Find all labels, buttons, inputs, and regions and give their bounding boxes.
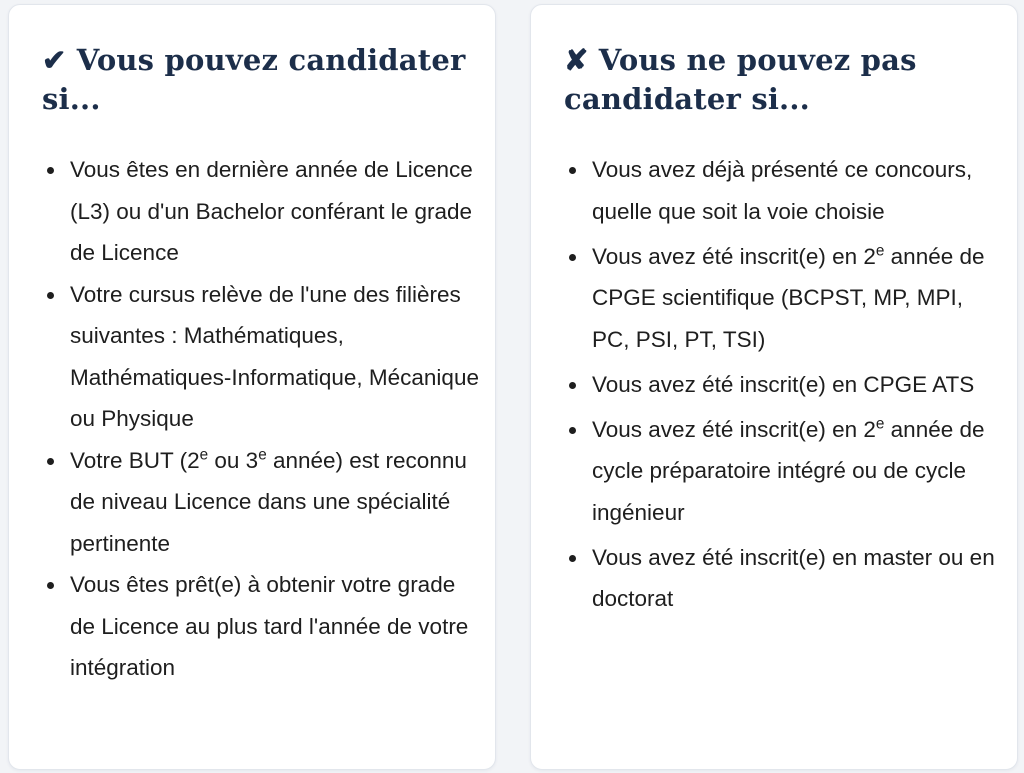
cross-icon: ✘ bbox=[564, 43, 589, 77]
criteria-item: Votre BUT (2e ou 3e année) est reconnu de niveau Licence dans une spécialité pertinente bbox=[47, 440, 482, 565]
eligible-title-text: Vous pouvez candidater si... bbox=[42, 43, 466, 116]
not-eligible-title-text: Vous ne pouvez pas candidater si... bbox=[564, 43, 917, 116]
criteria-item: Vous avez été inscrit(e) en 2e année de CPGE scientifique (BCPST, MP, MPI, PC, PSI, PT, TSI) bbox=[569, 236, 1004, 361]
criteria-item: Vous avez été inscrit(e) en CPGE ATS bbox=[569, 364, 1004, 406]
not-eligible-card bbox=[530, 4, 1018, 770]
not-eligible-card-title bbox=[564, 41, 1004, 119]
eligible-card-title bbox=[42, 41, 482, 119]
criteria-item: Vous êtes prêt(e) à obtenir votre grade de Licence au plus tard l'année de votre intégration bbox=[47, 564, 482, 689]
criteria-item: Vous avez été inscrit(e) en master ou en doctorat bbox=[569, 537, 1004, 620]
criteria-item: Vous avez été inscrit(e) en 2e année de cycle préparatoire intégré ou de cycle ingénieur bbox=[569, 409, 1004, 534]
eligible-criteria-list bbox=[47, 149, 482, 689]
check-icon: ✔ bbox=[42, 43, 67, 77]
not-eligible-criteria-list bbox=[569, 149, 1004, 623]
eligible-card bbox=[8, 4, 496, 770]
criteria-item: Vous êtes en dernière année de Licence (L3) ou d'un Bachelor conférant le grade de Licence bbox=[47, 149, 482, 274]
criteria-item: Vous avez déjà présenté ce concours, quelle que soit la voie choisie bbox=[569, 149, 1004, 232]
criteria-item: Votre cursus relève de l'une des filières suivantes : Mathématiques, Mathématiques-Informatique, Mécanique ou Physique bbox=[47, 274, 482, 440]
